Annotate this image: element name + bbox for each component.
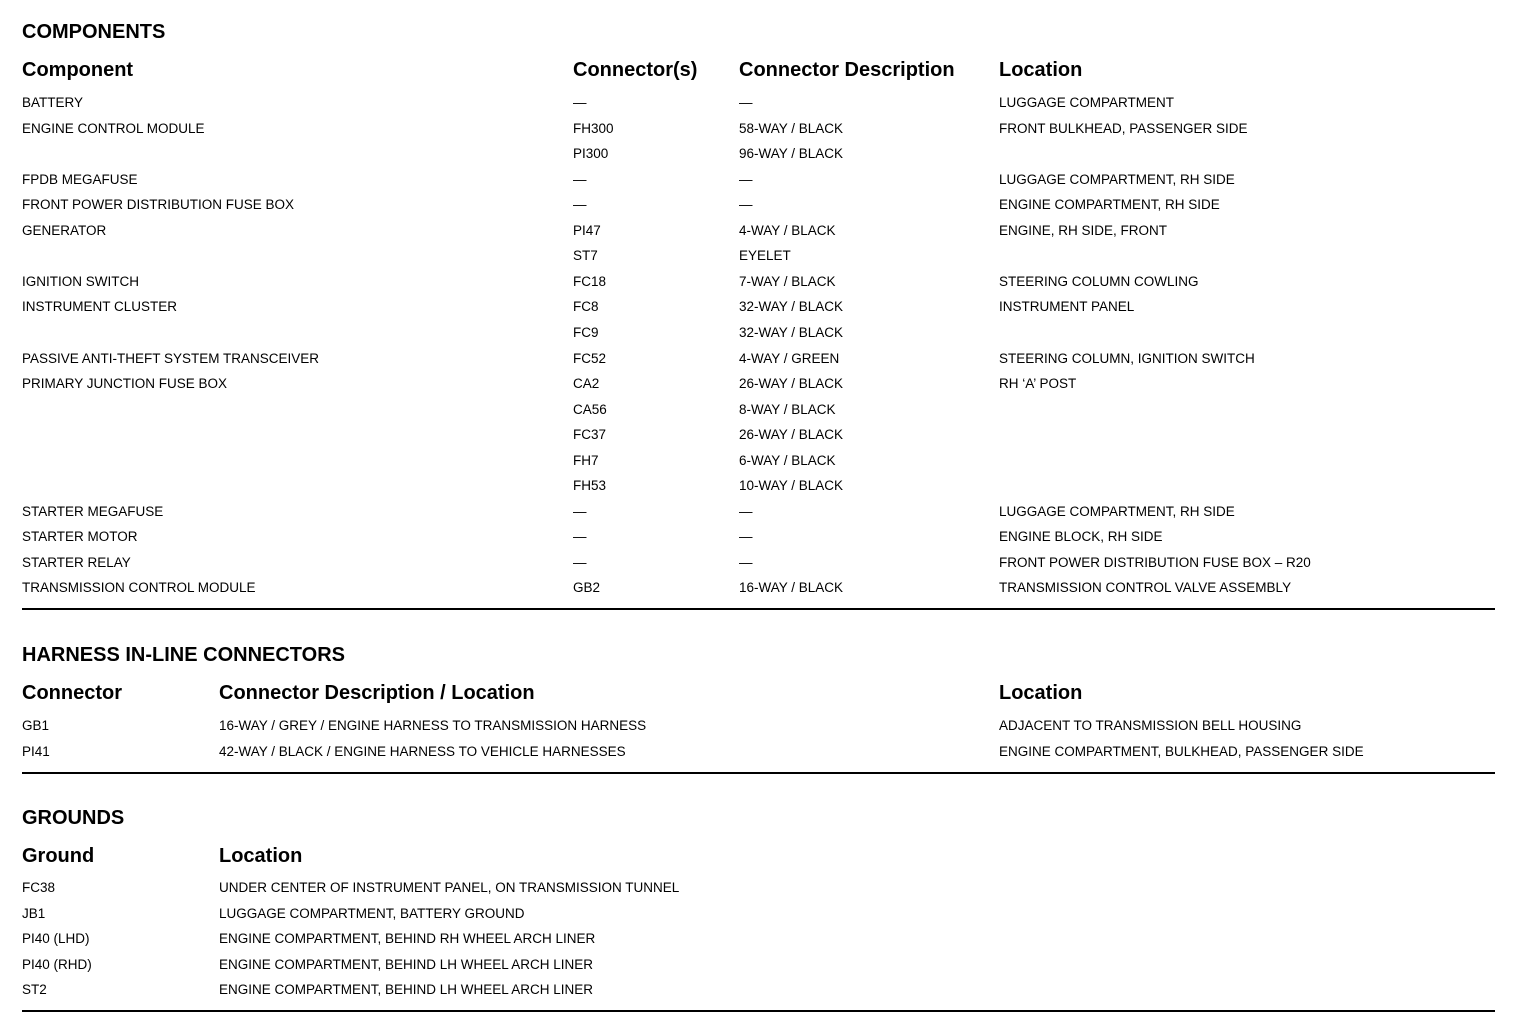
table-cell: FC52 [573, 350, 607, 366]
table-cell: 8-WAY / BLACK [739, 401, 836, 417]
table-cell: 58-WAY / BLACK [739, 120, 844, 136]
table-cell: ENGINE COMPARTMENT, BEHIND LH WHEEL ARCH LINER [219, 982, 594, 998]
col-header-component: Component [22, 59, 134, 81]
table-cell: STEERING COLUMN COWLING [999, 273, 1199, 289]
table-cell: — [739, 95, 753, 110]
table-cell: ENGINE COMPARTMENT, RH SIDE [999, 197, 1220, 213]
col-header-connector-description-location: Connector Description / Location [219, 682, 535, 704]
table-row [0, 931, 1536, 957]
table-cell: TRANSMISSION CONTROL VALVE ASSEMBLY [999, 580, 1292, 596]
table-cell: ST2 [22, 982, 47, 998]
table-cell: 42-WAY / BLACK / ENGINE HARNESS TO VEHICLE HARNESSES [219, 743, 626, 759]
table-cell: GB2 [573, 580, 601, 596]
table-cell: FRONT POWER DISTRIBUTION FUSE BOX – R20 [999, 554, 1311, 570]
table-cell: 4-WAY / BLACK [739, 222, 836, 238]
section-divider [22, 608, 1495, 610]
table-cell: STEERING COLUMN, IGNITION SWITCH [999, 350, 1255, 366]
table-cell: 4-WAY / GREEN [739, 350, 840, 366]
table-cell: FC8 [573, 299, 599, 315]
table-row [0, 718, 1536, 744]
table-cell: INSTRUMENT PANEL [999, 299, 1135, 315]
table-cell: — [573, 554, 587, 570]
col-header-location: Location [999, 682, 1083, 704]
table-cell: CA2 [573, 376, 600, 392]
table-cell: — [573, 171, 587, 187]
section-divider [22, 772, 1495, 774]
harness-title: HARNESS IN-LINE CONNECTORS [22, 644, 345, 666]
table-row [0, 223, 1536, 249]
table-cell: FH53 [573, 478, 607, 494]
table-cell: LUGGAGE COMPARTMENT, RH SIDE [999, 503, 1235, 519]
section-divider [22, 1010, 1495, 1012]
table-row [0, 880, 1536, 906]
table-cell: FRONT POWER DISTRIBUTION FUSE BOX [22, 197, 295, 213]
table-cell: ENGINE COMPARTMENT, BEHIND RH WHEEL ARCH LINER [219, 931, 596, 947]
table-cell: — [573, 95, 587, 110]
table-row [0, 172, 1536, 198]
components-title: COMPONENTS [22, 21, 166, 43]
table-cell: FC37 [573, 427, 607, 443]
table-cell: — [739, 554, 753, 570]
table-cell: FC38 [22, 880, 56, 895]
table-row [0, 957, 1536, 983]
col-header-location: Location [219, 845, 303, 867]
table-row [0, 529, 1536, 555]
table-cell: INSTRUMENT CLUSTER [22, 299, 178, 315]
table-cell: 16-WAY / GREY / ENGINE HARNESS TO TRANSMISSION HARNESS [219, 718, 647, 733]
table-cell: ENGINE CONTROL MODULE [22, 120, 205, 136]
table-row [0, 906, 1536, 932]
table-row [0, 351, 1536, 377]
col-header-location: Location [999, 59, 1083, 81]
table-cell: 16-WAY / BLACK [739, 580, 844, 596]
table-cell: — [573, 197, 587, 213]
col-header-connectors: Connector(s) [573, 59, 698, 81]
table-cell: — [573, 503, 587, 519]
table-cell: FC9 [573, 324, 599, 340]
table-row [0, 478, 1536, 504]
table-cell: 10-WAY / BLACK [739, 478, 844, 494]
table-cell: GB1 [22, 718, 50, 733]
table-cell: — [739, 171, 753, 187]
table-row [0, 744, 1536, 770]
table-cell: ENGINE, RH SIDE, FRONT [999, 222, 1168, 238]
table-cell: ST7 [573, 248, 598, 264]
table-row [0, 95, 1536, 121]
table-row [0, 146, 1536, 172]
table-cell: — [739, 503, 753, 519]
table-cell: 7-WAY / BLACK [739, 273, 836, 289]
table-cell: 32-WAY / BLACK [739, 324, 844, 340]
table-cell: STARTER MOTOR [22, 529, 138, 545]
table-cell: LUGGAGE COMPARTMENT, RH SIDE [999, 171, 1235, 187]
table-cell: EYELET [739, 248, 791, 264]
col-header-connector: Connector [22, 682, 122, 704]
table-cell: PASSIVE ANTI-THEFT SYSTEM TRANSCEIVER [22, 350, 320, 366]
table-row [0, 299, 1536, 325]
table-cell: 26-WAY / BLACK [739, 427, 844, 443]
table-cell: FRONT BULKHEAD, PASSENGER SIDE [999, 120, 1248, 136]
table-cell: — [573, 529, 587, 545]
table-cell: STARTER MEGAFUSE [22, 503, 164, 519]
table-cell: ENGINE COMPARTMENT, BULKHEAD, PASSENGER SIDE [999, 743, 1364, 759]
table-cell: ADJACENT TO TRANSMISSION BELL HOUSING [999, 718, 1302, 733]
table-cell: FH7 [573, 452, 599, 468]
table-row [0, 453, 1536, 479]
table-cell: FPDB MEGAFUSE [22, 171, 138, 187]
table-cell: PI40 (LHD) [22, 931, 90, 947]
table-cell: GENERATOR [22, 222, 107, 238]
table-row [0, 248, 1536, 274]
table-row [0, 197, 1536, 223]
table-cell: JB1 [22, 905, 46, 921]
table-cell: RH ‘A’ POST [999, 376, 1077, 392]
table-cell: — [739, 197, 753, 213]
table-row [0, 376, 1536, 402]
table-cell: CA56 [573, 401, 607, 417]
table-cell: BATTERY [22, 95, 84, 110]
table-cell: LUGGAGE COMPARTMENT [999, 95, 1175, 110]
table-row [0, 121, 1536, 147]
table-row [0, 580, 1536, 606]
table-cell: 32-WAY / BLACK [739, 299, 844, 315]
table-cell: TRANSMISSION CONTROL MODULE [22, 580, 256, 596]
table-row [0, 427, 1536, 453]
table-cell: UNDER CENTER OF INSTRUMENT PANEL, ON TRANSMISSION TUNNEL [219, 880, 680, 895]
table-row [0, 325, 1536, 351]
col-header-connector-description: Connector Description [739, 59, 955, 81]
table-cell: — [739, 529, 753, 545]
table-row [0, 402, 1536, 428]
table-cell: PI40 (RHD) [22, 956, 92, 972]
table-cell: PI47 [573, 222, 601, 238]
table-cell: STARTER RELAY [22, 554, 131, 570]
table-row [0, 504, 1536, 530]
table-cell: 6-WAY / BLACK [739, 452, 836, 468]
table-cell: ENGINE BLOCK, RH SIDE [999, 529, 1163, 545]
table-cell: LUGGAGE COMPARTMENT, BATTERY GROUND [219, 905, 525, 921]
col-header-ground: Ground [22, 845, 95, 867]
table-cell: FH300 [573, 120, 614, 136]
table-cell: IGNITION SWITCH [22, 273, 139, 289]
grounds-title: GROUNDS [22, 807, 125, 829]
table-row [0, 555, 1536, 581]
table-cell: ENGINE COMPARTMENT, BEHIND LH WHEEL ARCH LINER [219, 956, 594, 972]
table-cell: PRIMARY JUNCTION FUSE BOX [22, 376, 228, 392]
table-cell: FC18 [573, 273, 607, 289]
table-row [0, 274, 1536, 300]
table-row [0, 982, 1536, 1008]
table-cell: PI41 [22, 743, 50, 759]
table-cell: 26-WAY / BLACK [739, 376, 844, 392]
table-cell: 96-WAY / BLACK [739, 146, 844, 162]
table-cell: PI300 [573, 146, 609, 162]
